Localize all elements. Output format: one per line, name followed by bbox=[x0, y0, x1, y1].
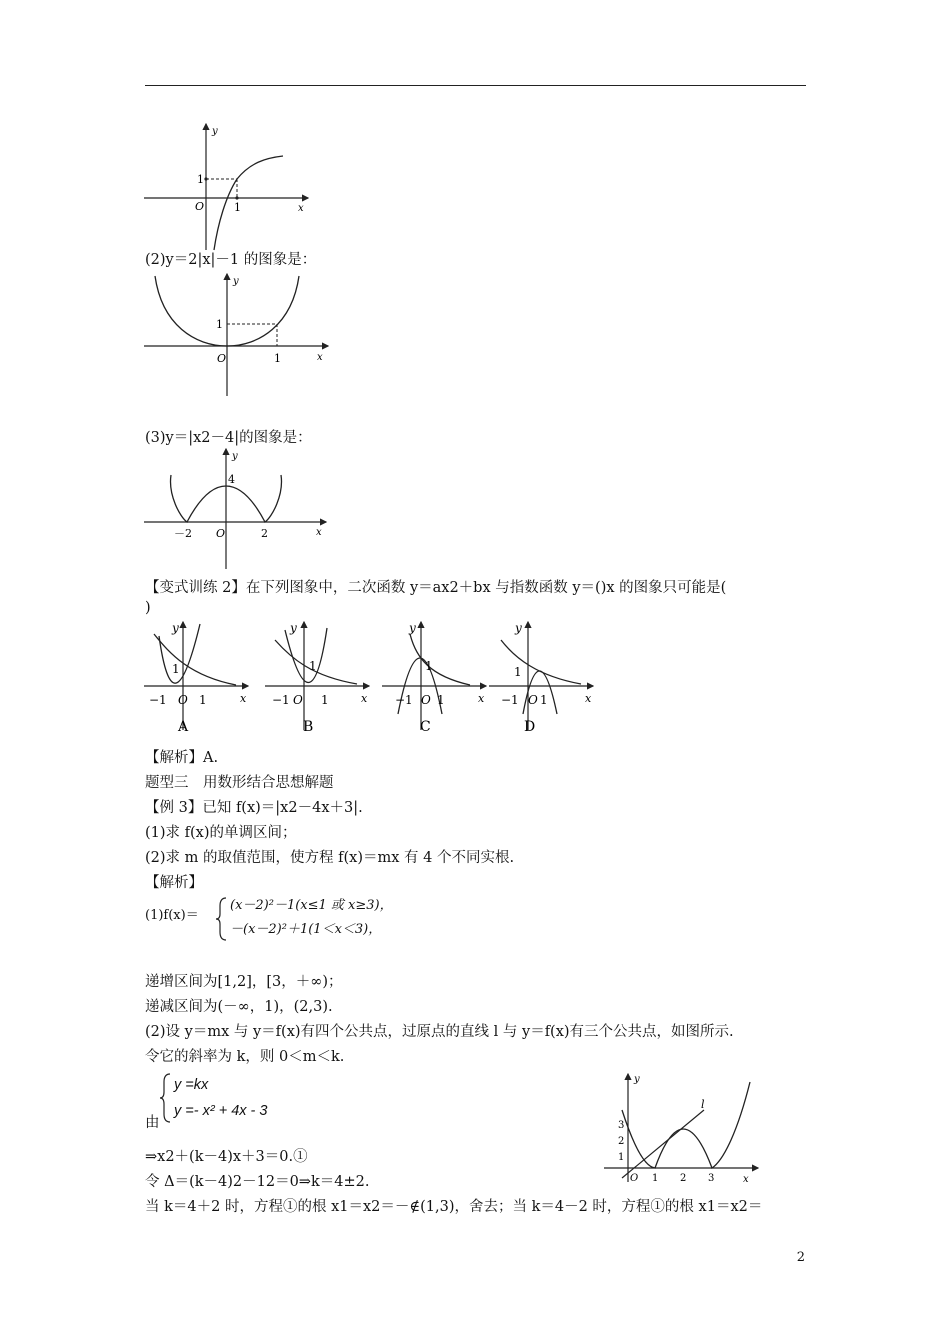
fig3-origin: O bbox=[216, 527, 226, 540]
option-d-y: y bbox=[515, 621, 522, 635]
fig2-x-label: x bbox=[317, 352, 323, 363]
fig4-l-label: l bbox=[701, 1098, 705, 1111]
fig4-tick-y2: 2 bbox=[618, 1136, 625, 1147]
option-c-y: y bbox=[409, 621, 416, 635]
option-c-origin: O bbox=[421, 693, 431, 707]
option-b-label: B bbox=[303, 719, 314, 735]
option-a-neg1: −1 bbox=[149, 693, 167, 707]
fig3-neg2: －2 bbox=[174, 527, 192, 540]
question-1: (1)求 f(x)的单调区间； bbox=[145, 825, 297, 841]
fig1-origin: O bbox=[195, 200, 205, 213]
fig4-x-label: x bbox=[743, 1174, 749, 1185]
section-title: 题型三 用数形结合思想解题 bbox=[145, 775, 334, 791]
option-d-origin: O bbox=[528, 693, 538, 707]
option-d-graph bbox=[487, 618, 597, 738]
equation-line: ⇒x2＋(k－4)x＋3＝0.① bbox=[145, 1149, 308, 1165]
system-eq1: y =kx bbox=[174, 1077, 209, 1093]
piecewise-brace bbox=[216, 896, 228, 942]
option-a-x: x bbox=[240, 692, 247, 705]
part2-line2: 令它的斜率为 k，则 0＜m＜k. bbox=[145, 1049, 345, 1065]
fig2-origin: O bbox=[217, 352, 227, 365]
option-d-x: x bbox=[585, 692, 592, 705]
figure-abs-quadratic bbox=[140, 445, 340, 573]
system-from: 由 bbox=[145, 1115, 160, 1131]
question-2: (2)求 m 的取值范围，使方程 f(x)＝mx 有 4 个不同实根. bbox=[145, 850, 515, 866]
option-b-x: x bbox=[361, 692, 368, 705]
page-number: 2 bbox=[796, 1250, 805, 1265]
option-b-origin: O bbox=[293, 693, 303, 707]
option-a-origin: O bbox=[178, 693, 188, 707]
increasing-intervals: 递增区间为[1,2]，[3，＋∞)； bbox=[145, 974, 343, 990]
fig1-y-label: y bbox=[212, 126, 218, 137]
text-line-3: (3)y＝|x2－4|的图象是： bbox=[145, 430, 312, 446]
option-d-one-x: 1 bbox=[540, 693, 548, 707]
option-a-y: y bbox=[172, 621, 179, 635]
option-a-graph bbox=[142, 618, 252, 738]
decreasing-intervals: 递减区间为(－∞，1)，(2,3). bbox=[145, 999, 333, 1015]
piecewise-case-2: －(x－2)²＋1(1＜x＜3)， bbox=[230, 922, 382, 937]
option-b-one-x: 1 bbox=[321, 693, 329, 707]
option-d-one-y: 1 bbox=[514, 665, 522, 679]
part2-line1: (2)设 y＝mx 与 y＝f(x)有四个公共点，过原点的直线 l 与 y＝f(x)有三个公共点，如图所示. bbox=[145, 1024, 734, 1040]
option-b-graph bbox=[263, 618, 373, 738]
fig4-tick-x1: 1 bbox=[652, 1173, 659, 1184]
system-eq2: y =- x² + 4x - 3 bbox=[174, 1103, 268, 1119]
fig4-y-label: y bbox=[634, 1074, 640, 1085]
fig2-one-y: 1 bbox=[216, 318, 223, 331]
last-line: 当 k＝4＋2 时，方程①的根 x1＝x2＝－∉(1,3)，舍去；当 k＝4－2 时，方程①的根 x1＝x2＝ bbox=[145, 1199, 763, 1215]
option-c-x: x bbox=[478, 692, 485, 705]
option-a-one-y: 1 bbox=[172, 662, 180, 676]
answer-line: 【解析】A. bbox=[145, 750, 219, 766]
fig3-two: 2 bbox=[261, 527, 268, 540]
fig4-tick-x3: 3 bbox=[708, 1173, 715, 1184]
figure-log-curve bbox=[140, 118, 320, 253]
figure-abs-exp bbox=[140, 270, 340, 400]
fig4-tick-y1: 1 bbox=[618, 1152, 625, 1163]
fig4-tick-x2: 2 bbox=[680, 1173, 687, 1184]
fig1-one-y: 1 bbox=[197, 173, 204, 186]
fig3-x-label: x bbox=[316, 527, 322, 538]
delta-line: 令 Δ＝(k－4)2－12＝0⇒k＝4±2. bbox=[145, 1174, 370, 1190]
header-rule bbox=[145, 85, 806, 86]
option-c-one-y: 1 bbox=[425, 659, 433, 673]
fig3-y-label: y bbox=[232, 451, 238, 462]
option-d-label: D bbox=[524, 719, 536, 735]
option-b-y: y bbox=[290, 621, 297, 635]
fig1-one-x: 1 bbox=[234, 201, 241, 214]
fig4-tick-y3: 3 bbox=[618, 1120, 625, 1131]
option-c-label: C bbox=[420, 719, 431, 735]
option-b-one-y: 1 bbox=[309, 659, 317, 673]
option-d-neg1: −1 bbox=[501, 693, 519, 707]
variant-training-line2: ) bbox=[145, 600, 151, 616]
fig3-four: 4 bbox=[228, 473, 235, 486]
option-b-neg1: −1 bbox=[272, 693, 290, 707]
option-c-neg1: −1 bbox=[395, 693, 413, 707]
option-c-one-x: 1 bbox=[437, 693, 445, 707]
figure-tangent-line bbox=[600, 1070, 770, 1185]
example-3: 【例 3】已知 f(x)＝|x2－4x＋3|. bbox=[145, 800, 363, 816]
fig4-origin: O bbox=[630, 1173, 639, 1184]
variant-training-line1: 【变式训练 2】在下列图象中，二次函数 y＝ax2＋bx 与指数函数 y＝()x 的图象只可能是( bbox=[145, 580, 727, 596]
text-line-2: (2)y＝2|x|－1 的图象是： bbox=[145, 252, 317, 268]
fig2-one-x: 1 bbox=[274, 352, 281, 365]
piecewise-prefix: (1)f(x)＝ bbox=[145, 908, 199, 923]
fig2-y-label: y bbox=[233, 276, 239, 287]
option-c-graph bbox=[380, 618, 490, 738]
fig1-x-label: x bbox=[298, 203, 304, 214]
system-brace bbox=[160, 1072, 172, 1124]
analysis-heading: 【解析】 bbox=[145, 875, 203, 891]
piecewise-case-1: (x－2)²－1(x≤1 或 x≥3)， bbox=[230, 898, 393, 913]
option-a-label: A bbox=[178, 719, 189, 735]
option-a-one-x: 1 bbox=[199, 693, 207, 707]
